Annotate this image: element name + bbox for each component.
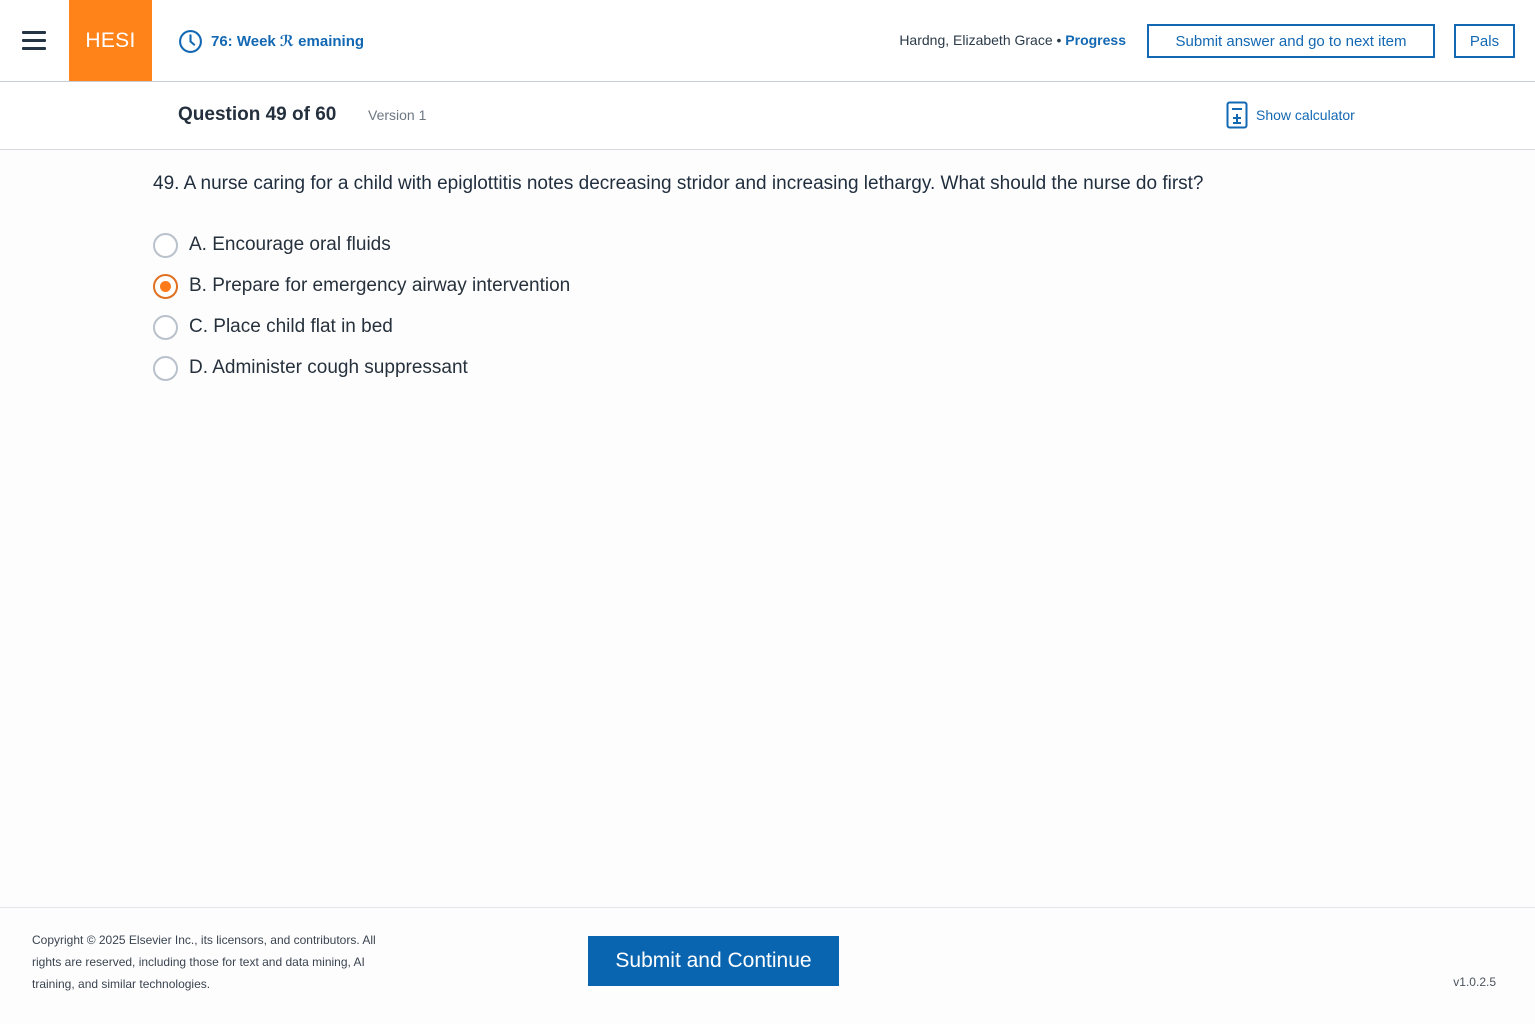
top-bar — [0, 0, 1535, 82]
timer-text: 76: Week ℛ emaining — [211, 33, 365, 50]
show-calculator-button[interactable] — [1226, 101, 1355, 129]
option-label: A. Encourage oral fluids — [189, 234, 391, 255]
option-a[interactable] — [153, 230, 391, 260]
user-name: Hardng, Elizabeth Grace • — [899, 32, 1066, 48]
copyright-line: training, and similar technologies. — [32, 977, 211, 991]
progress-link[interactable]: Progress — [1065, 32, 1126, 48]
radio-button[interactable] — [153, 356, 178, 381]
option-label: D. Administer cough suppressant — [189, 357, 468, 378]
calculator-icon — [1226, 101, 1248, 129]
option-c[interactable] — [153, 312, 393, 342]
question-counter: Question 49 of 60 — [178, 104, 337, 125]
submit-and-continue-button[interactable]: Submit and Continue — [588, 936, 839, 986]
copyright-line: rights are reserved, including those for text and data mining, AI — [32, 955, 365, 969]
time-remaining — [178, 28, 364, 54]
hesi-logo: HESI — [69, 0, 152, 81]
submit-next-item-button[interactable]: Submit answer and go to next item — [1147, 24, 1435, 58]
menu-icon[interactable] — [22, 28, 48, 52]
pals-button[interactable]: Pals — [1454, 24, 1515, 58]
version-label: Version 1 — [368, 107, 427, 123]
user-info — [899, 32, 1126, 48]
option-label: B. Prepare for emergency airway intervention — [189, 275, 571, 296]
radio-button[interactable] — [153, 233, 178, 258]
radio-button[interactable] — [153, 315, 178, 340]
app-version: v1.0.2.5 — [1453, 975, 1496, 989]
option-d[interactable] — [153, 353, 468, 383]
calculator-label: Show calculator — [1256, 107, 1355, 123]
copyright-notice — [32, 929, 432, 995]
option-b[interactable] — [153, 271, 570, 301]
radio-button-selected[interactable] — [153, 274, 178, 299]
option-label: C. Place child flat in bed — [189, 316, 393, 337]
copyright-line: Copyright © 2025 Elsevier Inc., its licensors, and contributors. All — [32, 933, 376, 947]
question-text: 49. A nurse caring for a child with epiglottitis notes decreasing stridor and increasing lethargy. What should the nurse do first? — [153, 173, 1204, 194]
clock-icon — [178, 29, 203, 54]
